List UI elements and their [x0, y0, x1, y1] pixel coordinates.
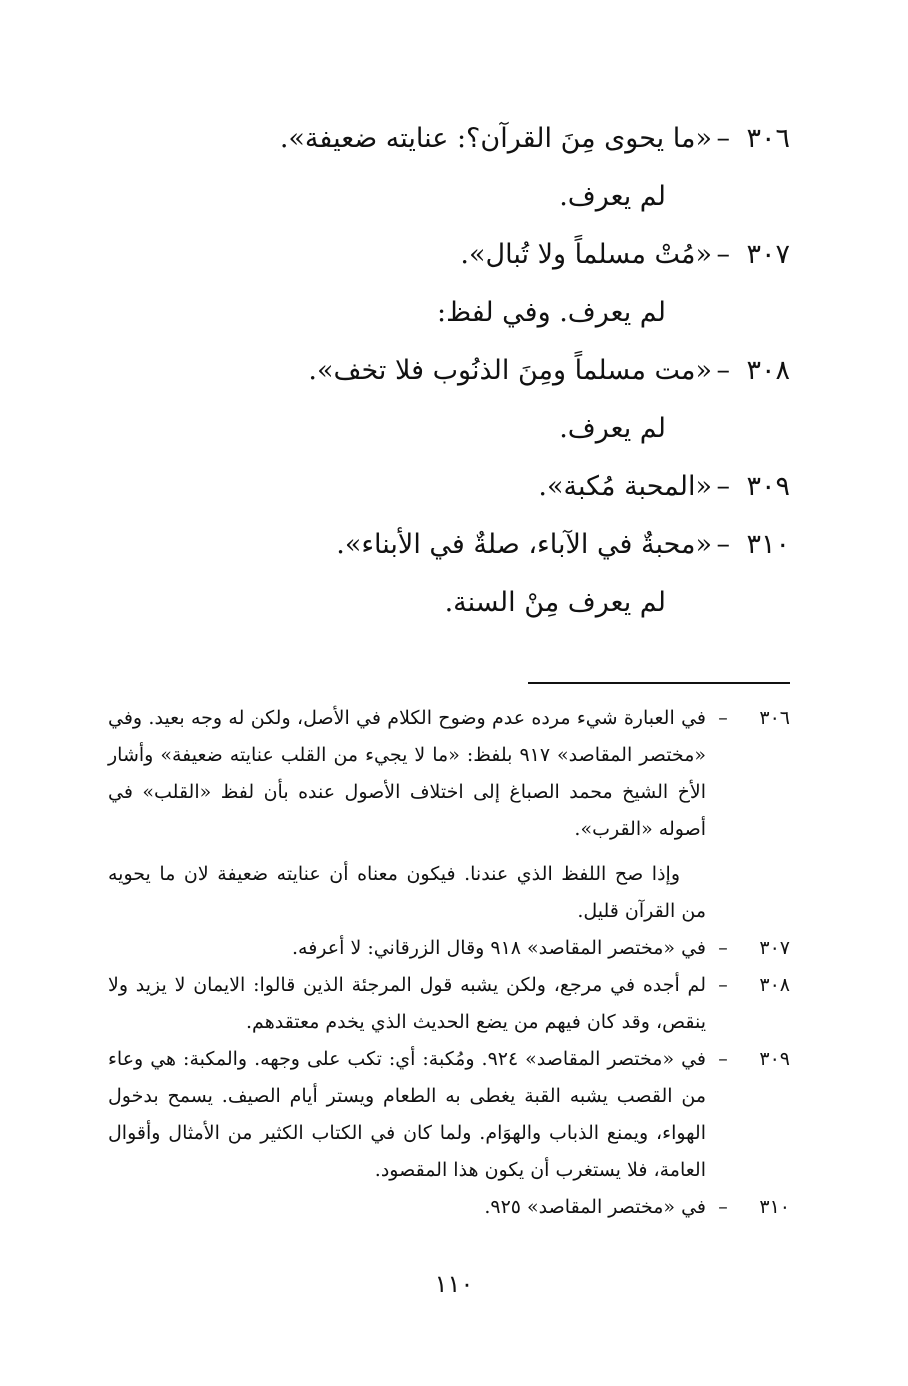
footnote-number: ٣٠٩ [759, 1048, 790, 1070]
entry-number: ٣٠٧ [746, 239, 790, 270]
entry-number: ٣٠٦ [746, 123, 790, 154]
entry-number: ٣٠٨ [746, 355, 790, 386]
footnote-dash: – [718, 1048, 728, 1070]
entry-dash: – [716, 123, 730, 154]
footnote-paragraph: لم أجده في مرجع، ولكن يشبه قول المرجئة الذين قالوا: الايمان لا يزيد ولا ينقص، وقد كان فيهم من يضع الحديث الذي يخدم معتقدهم. [108, 974, 706, 1033]
footnote-number: ٣٠٧ [759, 937, 790, 959]
entry-text: «مُتْ مسلماً ولا تُبال». [460, 239, 712, 270]
entry-subline: لم يعرف. وفي لفظ: [436, 297, 666, 328]
entry-dash: – [716, 471, 730, 502]
entry-dash: – [716, 239, 730, 270]
footnote-number: ٣٠٨ [759, 974, 790, 996]
entry-subline: لم يعرف. [559, 181, 666, 212]
entry-text: «المحبة مُكبة». [538, 471, 712, 502]
footnote-306 [108, 700, 790, 930]
footnote-paragraph: وإذا صح اللفظ الذي عندنا. فيكون معناه أن عنايته ضعيفة لان ما يحويه من القرآن قليل. [108, 863, 706, 922]
footnote-dash: – [718, 974, 728, 996]
footnote-paragraph: في «مختصر المقاصد» ٩٢٥. [484, 1196, 706, 1218]
footnote-dash: – [718, 707, 728, 729]
entry-text: «مت مسلماً ومِنَ الذنُوب فلا تخف». [308, 355, 712, 386]
entry-number: ٣١٠ [746, 529, 790, 560]
entry-dash: – [716, 355, 730, 386]
footnote-dash: – [718, 937, 728, 959]
footnote-number: ٣٠٦ [759, 707, 790, 729]
footnote-number: ٣١٠ [759, 1196, 790, 1218]
footnote-310 [108, 1189, 790, 1226]
footnote-paragraph: في «مختصر المقاصد» ٩١٨ وقال الزرقاني: لا أعرفه. [292, 937, 706, 959]
entry-309 [230, 458, 790, 516]
footnote-paragraph: في «مختصر المقاصد» ٩٢٤. ومُكبة: أي: تكب على وجهه. والمكبة: هي وعاء من القصب يشبه القبة يغطى به الطعام ويستر أيام الصيف. يسمح بدخول الهواء، ويمنع الذباب والهوَام. ولما كان في الكتاب الكثير من الأمثال وأقوال العامة، فلا يستغرب أن يكون هذا المقصود. [108, 1048, 706, 1181]
footnote-dash: – [718, 1196, 728, 1218]
entry-306 [230, 110, 790, 226]
footnotes [108, 700, 790, 1226]
entry-subline: لم يعرف مِنْ السنة. [444, 587, 666, 618]
entry-307 [230, 226, 790, 342]
entry-text: «محبةٌ في الآباء، صلةٌ في الأبناء». [336, 529, 712, 560]
main-text [230, 110, 790, 632]
entry-subline: لم يعرف. [559, 413, 666, 444]
entry-text: «ما يحوى مِنَ القرآن؟: عنايته ضعيفة». [279, 123, 712, 154]
footnote-308 [108, 967, 790, 1041]
entry-308 [230, 342, 790, 458]
footnote-paragraph: في العبارة شيء مرده عدم وضوح الكلام في الأصل، ولكن له وجه بعيد. وفي «مختصر المقاصد» ٩١٧ بلفظ: «ما لا يجيء من القلب عنايته ضعيفة» وأشار الأخ الشيخ محمد الصباغ إلى اختلاف الأصول عنده بأن لفظ «القلب» في أصوله «القرب». [108, 707, 706, 840]
footnote-307 [108, 930, 790, 967]
footnote-309 [108, 1041, 790, 1189]
entry-dash: – [716, 529, 730, 560]
entry-number: ٣٠٩ [746, 471, 790, 502]
footnote-separator [528, 682, 790, 684]
entry-310 [230, 516, 790, 632]
page-number: ١١٠ [434, 1270, 474, 1298]
